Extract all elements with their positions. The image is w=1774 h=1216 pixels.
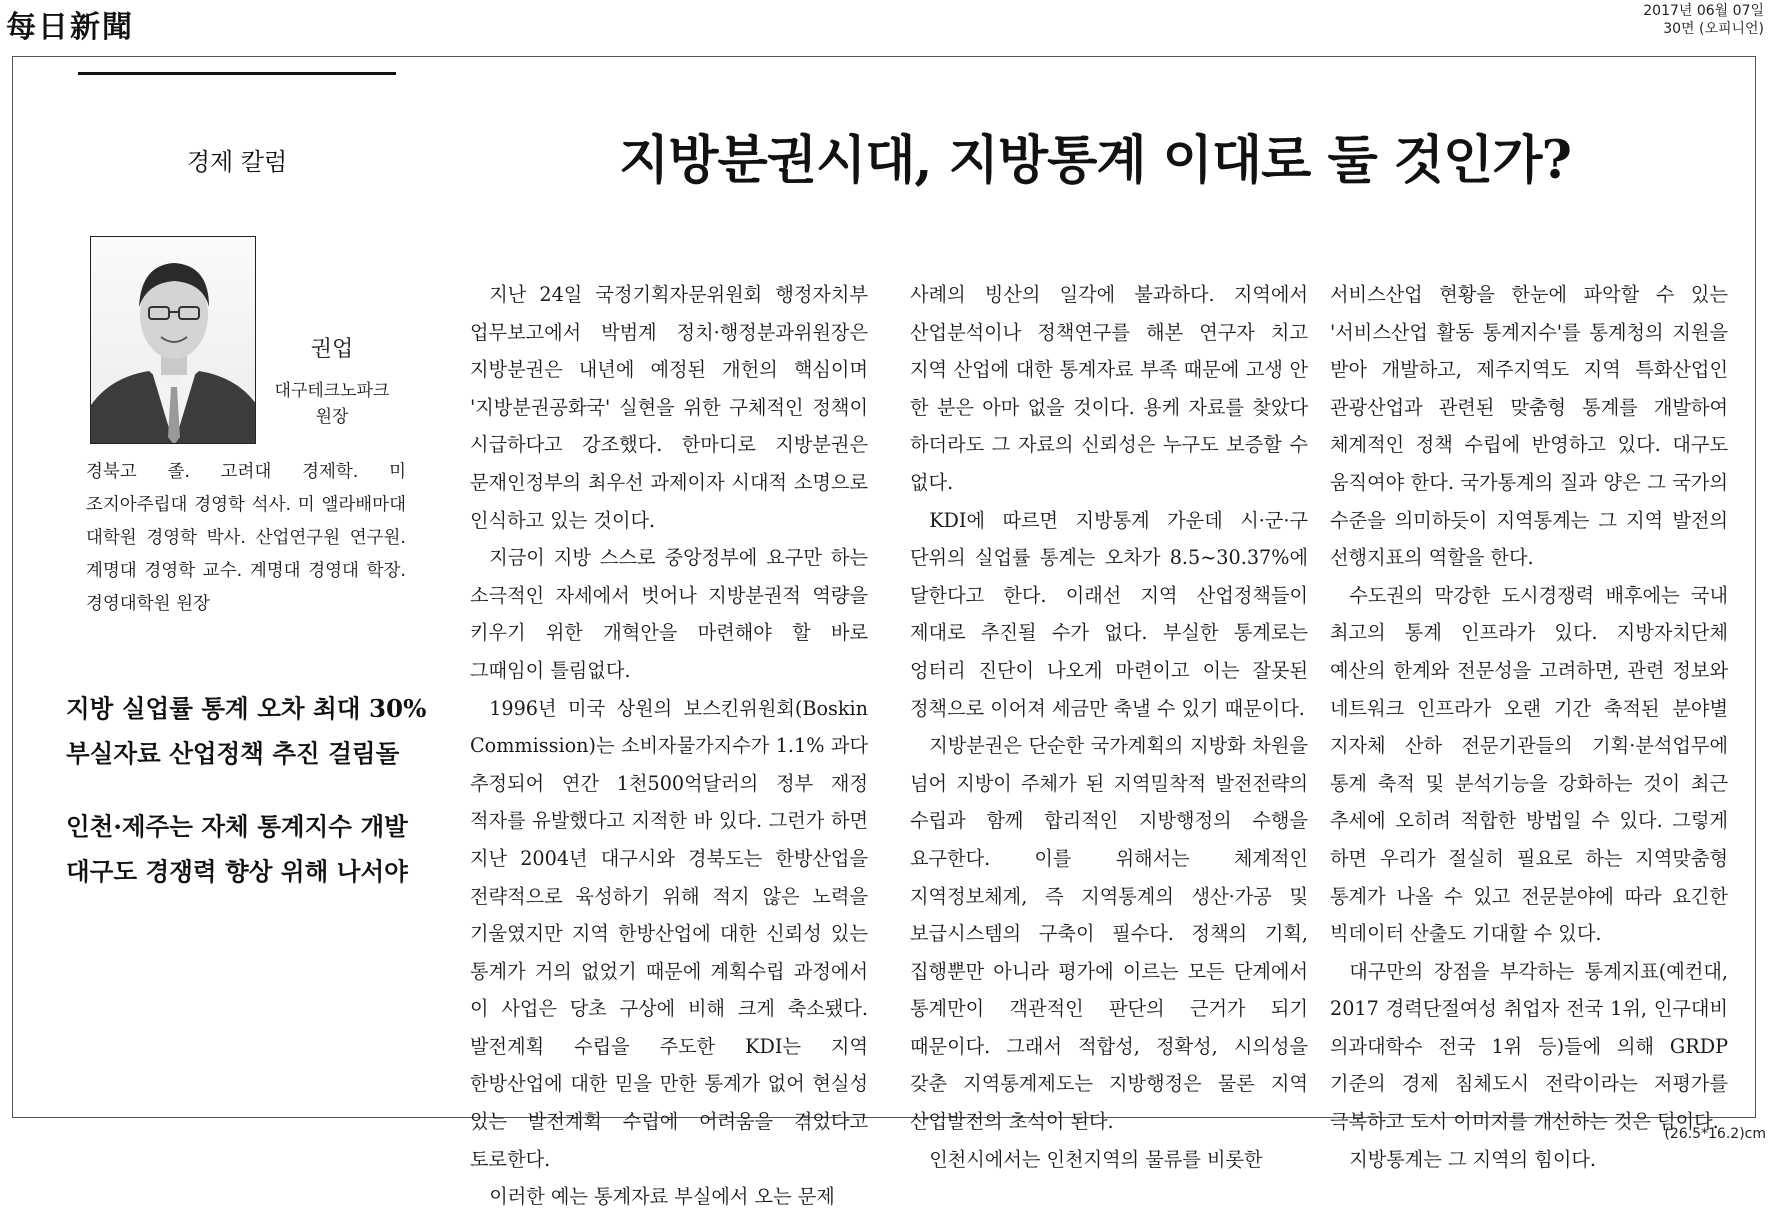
article-headline: 지방분권시대, 지방통계 이대로 둘 것인가?: [619, 130, 1571, 191]
column-label-rule: [78, 72, 396, 75]
body-column-3: [1330, 276, 1728, 1178]
body-paragraph: 지방통계는 그 지역의 힘이다.: [1349, 1147, 1597, 1171]
body-paragraph: 이러한 예는 통계자료 부실에서 오는 문제: [489, 1185, 835, 1209]
body-column-2: [910, 276, 1308, 1178]
body-paragraph: 지난 24일 국정기획자문위원회 행정자치부 업무보고에서 박범계 정치·행정분과위원장은 지방분권은 내년에 예정된 개헌의 핵심이며 '지방분권공화국' 실현을 위한 구체적인 정책이 시급하다고 강조했다. 한마디로 지방분권은 문재인정부의 최우선 과제이자 시대적 소명으로 인식하고 있는 것이다.: [470, 283, 868, 532]
publication-meta: [1643, 2, 1764, 38]
body-paragraph-continued: 사례의 빙산의 일각에 불과하다. 지역에서 산업분석이나 정책연구를 해본 연구자 치고 지역 산업에 대한 통계자료 부족 때문에 고생 안 한 분은 아마 없을 것이다. 용케 자료를 찾았다 하더라도 그 자료의 신뢰성은 누구도 보증할 수 없다.: [910, 283, 1308, 494]
author-affiliation-org: 대구테크노파크: [274, 381, 390, 401]
body-column-1: [470, 276, 868, 1216]
body-paragraph: 지금이 지방 스스로 중앙정부에 요구만 하는 소극적인 자세에서 벗어나 지방분권적 역량을 키우기 위한 개혁안을 마련해야 할 바로 그때임이 틀림없다.: [470, 546, 868, 682]
author-affiliation: [262, 378, 402, 430]
subhead: 부실자료 산업정책 추진 걸림돌: [66, 739, 400, 768]
page-section: 30면 (오피니언): [1663, 21, 1764, 37]
column-label: 경제 칼럼: [186, 148, 288, 176]
body-paragraph: KDI에 따르면 지방통계 가운데 시·군·구 단위의 실업률 통계는 오차가 8.5~30.37%에 달한다고 한다. 이래선 지역 산업정책들이 제대로 추진될 수가 없다. 부실한 통계로는 엉터리 진단이 나오게 마련이고 이는 잘못된 정책으로 이어져 세금만 축낼 수 있기 때문이다.: [910, 508, 1308, 720]
subhead: 대구도 경쟁력 향상 위해 나서야: [66, 857, 408, 886]
body-paragraph: 지방분권은 단순한 국가계획의 지방화 차원을 넘어 지방이 주체가 된 지역밀착적 발전전략의 수립과 함께 합리적인 지방행정의 수행을 요구한다. 이를 위해서는 체계적인 지역정보체계, 즉 지역통계의 생산·가공 및 보급시스템의 구축이 필수다. 정책의 기획, 집행뿐만 아니라 평가에 이르는 모든 단계에서 통계만이 객관적인 판단의 근거가 되기 때문이다. 그래서 적합성, 정확성, 시의성을 갖춘 지역통계제도는 지방행정은 물론 지역 산업발전의 초석이 된다.: [910, 734, 1308, 1134]
article-subheads: [66, 690, 426, 888]
publication-date: 2017년 06월 07일: [1643, 3, 1764, 19]
author-name: 권업: [310, 337, 354, 362]
author-photo: [90, 236, 256, 444]
author-affiliation-title: 원장: [315, 407, 349, 427]
subhead: 인천·제주는 자체 통계지수 개발: [66, 812, 408, 841]
body-paragraph: 1996년 미국 상원의 보스킨위원회(Boskin Commission)는 소비자물가지수가 1.1% 과다 추정되어 연간 1천500억달러의 정부 재정 적자를 유발했다고 지적한 바 있다. 그런가 하면 지난 2004년 대구시와 경북도는 한방산업을 전략적으로 육성하기 위해 적지 않은 노력을 기울였지만 지역 한방산업에 대한 신뢰성 있는 통계가 거의 없었기 때문에 계획수립 과정에서 이 사업은 당초 구상에 비해 크게 축소됐다. 발전계획 수립을 주도한 KDI는 지역 한방산업에 대한 믿을 만한 통계가 없어 현실성 있는 발전계획 수립에 어려움을 겪었다고 토로한다.: [470, 696, 868, 1171]
newspaper-masthead: 每日新聞: [6, 10, 134, 45]
body-paragraph: 수도권의 막강한 도시경쟁력 배후에는 국내 최고의 통계 인프라가 있다. 지방자치단체 예산의 한계와 전문성을 고려하면, 관련 정보와 네트워크 인프라가 오랜 기간 축적된 분야별 지자체 산하 전문기관들의 기획·분석업무에 통계 축적 및 분석기능을 강화하는 것이 최근 추세에 오히려 적합한 방법일 수 있다. 그렇게 하면 우리가 절실히 필요로 하는 지역맞춤형 통계가 나올 수 있고 전문분야에 따라 요긴한 빅데이터 산출도 기대할 수 있다.: [1330, 583, 1728, 946]
clipping-dimensions: (26.5*16.2)cm: [1664, 1126, 1766, 1142]
body-paragraph-continued: 서비스산업 현황을 한눈에 파악할 수 있는 '서비스산업 활동 통계지수'를 통계청의 지원을 받아 개발하고, 제주지역도 지역 특화산업인 관광산업과 관련된 맞춤형 통계를 개발하여 체계적인 정책 수립에 반영하고 있다. 대구도 움직여야 한다. 국가통계의 질과 양은 그 국가의 수준을 의미하듯이 지역통계는 그 지역 발전의 선행지표의 역할을 한다.: [1330, 283, 1728, 570]
body-paragraph: 대구만의 장점을 부각하는 통계지표(예컨대, 2017 경력단절여성 취업자 전국 1위, 인구대비 의과대학수 전국 1위 등)들에 의해 GRDP 기준의 경제 침체도시 전락이라는 저평가를 극복하고 도시 이미지를 개선하는 것은 덤이다.: [1330, 959, 1728, 1134]
body-paragraph: 인천시에서는 인천지역의 물류를 비롯한: [929, 1147, 1263, 1171]
subhead: 지방 실업률 통계 오차 최대 30%: [66, 694, 427, 723]
author-bio: 경북고 졸. 고려대 경제학. 미 조지아주립대 경영학 석사. 미 앨라배마대 대학원 경영학 박사. 산업연구원 연구원. 계명대 경영학 교수. 계명대 경영대 학장. 경영대학원 원장: [86, 462, 406, 614]
